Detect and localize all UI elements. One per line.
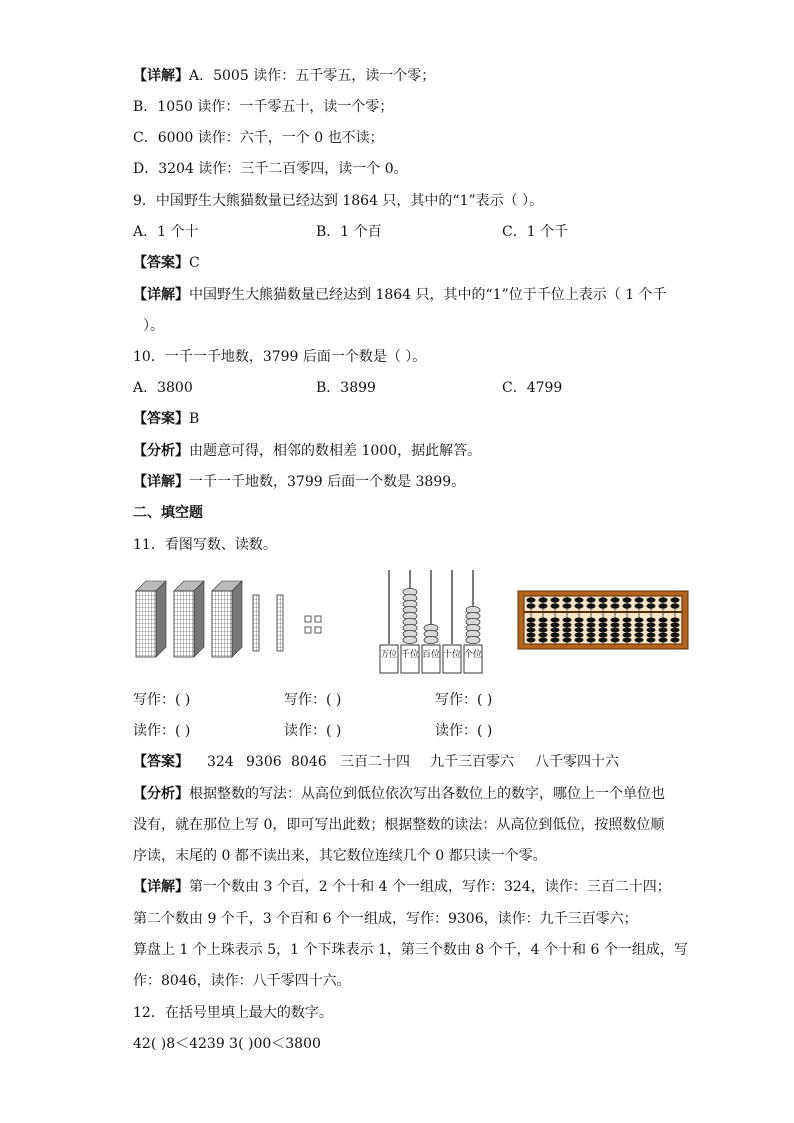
- abacus-bead: [659, 618, 668, 623]
- abacus-bead: [647, 618, 656, 623]
- abacus-bead: [611, 633, 620, 638]
- q11-explain-4: 作：8046，读作：八千零四十六。: [133, 973, 351, 989]
- abacus-bead: [647, 633, 656, 638]
- abacus-bead: [527, 633, 536, 638]
- abacus-bead: [659, 623, 668, 628]
- answer-tag: 【答案】: [133, 255, 189, 271]
- explain-tag: 【详解】: [133, 474, 189, 490]
- abacus-bead: [671, 623, 680, 628]
- abacus-bead: [671, 618, 680, 623]
- q9-option-a: A．1 个十: [133, 224, 199, 240]
- abacus-bead: [527, 628, 536, 633]
- abacus-label-qian: 千位: [400, 650, 420, 660]
- q11-stem: 11．看图写数、读数。: [133, 537, 277, 553]
- q12-stem: 12．在括号里填上最大的数字。: [133, 1005, 333, 1021]
- abacus-label-wan: 万位: [381, 650, 400, 660]
- q10-explain-text: 一千一千地数，3799 后面一个数是 3899。: [189, 474, 466, 490]
- hundred-flat-icon: [212, 581, 242, 657]
- abacus-bead: [635, 597, 644, 602]
- q11-explain: [133, 877, 671, 897]
- abacus-bead: [551, 638, 560, 643]
- q11-answer-1: 324: [207, 754, 234, 770]
- answer-tag: 【答案】: [133, 754, 189, 770]
- abacus-bead: [563, 628, 572, 633]
- q10-option-b: B．3899: [316, 380, 376, 396]
- abacus-bead: [611, 618, 620, 623]
- abacus-bead: [671, 597, 680, 602]
- q9-explain-text-1: 中国野生大熊猫数量已经达到 1864 只，其中的“1”位于千位上表示（ 1 个千: [189, 287, 667, 303]
- abacus-bead: [563, 623, 572, 628]
- abacus-bead: [647, 603, 656, 608]
- abacus-bead: [623, 618, 632, 623]
- abacus-bead: [575, 618, 584, 623]
- abacus-bead: [659, 628, 668, 633]
- abacus-bead: [599, 597, 608, 602]
- q11-answer-3: 8046: [291, 754, 327, 770]
- read-label-2: 读作：( ): [284, 723, 342, 739]
- abacus-bead: [575, 638, 584, 643]
- q11-explain-1: 第一个数由 3 个百，2 个十和 4 个一组成，写作：324，读作：三百二十四；: [189, 879, 671, 895]
- q8-explain-a: [133, 66, 435, 86]
- q9-option-c: C．1 个千: [502, 224, 569, 240]
- abacus-bead: [623, 638, 632, 643]
- abacus-bead: [551, 597, 560, 602]
- q9-answer-value: C: [189, 255, 200, 271]
- q9-answer: [133, 253, 200, 273]
- abacus-bead: [671, 633, 680, 638]
- q11-analysis-3: 序读，末尾的 0 都不读出来，其它数位连续几个 0 都只读一个零。: [133, 848, 547, 864]
- q8-explain-b: B．1050 读作：一千零五十，读一个零；: [133, 99, 394, 115]
- q8-explain-d: D．3204 读作：三千二百零四，读一个 0。: [133, 161, 408, 177]
- q9-stem: 9．中国野生大熊猫数量已经达到 1864 只，其中的“1”表示（ ）。: [133, 193, 544, 209]
- abacus-bead: [599, 638, 608, 643]
- abacus-bead: [635, 628, 644, 633]
- hundred-flat-icon: [174, 581, 204, 657]
- explain-tag: 【详解】: [133, 68, 189, 84]
- abacus-bead: [527, 638, 536, 643]
- abacus-bead: [659, 633, 668, 638]
- q10-analysis: [133, 441, 481, 461]
- abacus-bead: [647, 597, 656, 602]
- abacus-bead: [635, 633, 644, 638]
- abacus-bead: [623, 603, 632, 608]
- abacus-bead: [611, 623, 620, 628]
- q9-explain-text-2: ）。: [143, 318, 164, 334]
- abacus-bead: [539, 623, 548, 628]
- q11-answer-6: 八千零四十六: [535, 754, 619, 770]
- abacus-label-bai: 百位: [421, 650, 441, 660]
- unit-cube-icon: [305, 616, 321, 633]
- abacus-bead: [611, 628, 620, 633]
- abacus-bead: [635, 603, 644, 608]
- q11-answer-2: 9306: [246, 754, 282, 770]
- q10-answer-value: B: [189, 411, 200, 427]
- abacus-bead: [563, 597, 572, 602]
- q10-answer: [133, 409, 199, 429]
- abacus-bead: [611, 597, 620, 602]
- abacus-bead: [563, 603, 572, 608]
- abacus-bead: [587, 638, 596, 643]
- section-title: 二、填空题: [133, 505, 203, 521]
- abacus-bead: [575, 623, 584, 628]
- abacus-bead: [611, 603, 620, 608]
- q10-explain: [133, 472, 465, 492]
- answer-tag: 【答案】: [133, 411, 189, 427]
- analysis-tag: 【分析】: [133, 443, 189, 459]
- abacus-bead: [551, 603, 560, 608]
- abacus-bead: [599, 628, 608, 633]
- abacus-bead: [587, 597, 596, 602]
- q11-answer-5: 九千三百零六: [430, 754, 514, 770]
- q11-analysis-1: 根据整数的写法：从高位到低位依次写出各数位上的数字，哪位上一个单位也: [189, 786, 665, 802]
- abacus-bead: [551, 628, 560, 633]
- abacus-bead: [539, 633, 548, 638]
- abacus-bead: [587, 603, 596, 608]
- hundred-flat-icon: [136, 581, 166, 657]
- abacus-bead: [539, 603, 548, 608]
- abacus-bead: [647, 638, 656, 643]
- abacus-label-shi: 十位: [442, 650, 462, 660]
- abacus-bead: [599, 618, 608, 623]
- abacus-bead: [575, 633, 584, 638]
- q12-line: 42( )8＜4239 3( )00＜3800: [133, 1036, 321, 1052]
- abacus-bead: [671, 638, 680, 643]
- write-label-3: 写作：( ): [435, 692, 493, 708]
- abacus-bead: [539, 628, 548, 633]
- write-label-2: 写作：( ): [284, 692, 342, 708]
- q11-explain-2: 第二个数由 9 个千，3 个百和 6 个一组成，写作：9306，读作：九千三百零六；: [133, 911, 638, 927]
- counting-frame-figure: [375, 568, 485, 674]
- abacus-bead: [551, 633, 560, 638]
- q11-explain-3: 算盘上 1 个上珠表示 5，1 个下珠表示 1，第三个数由 8 个千，4 个十和 6 个一组成，写: [133, 942, 688, 958]
- read-label-3: 读作：( ): [435, 723, 493, 739]
- abacus-bead: [551, 623, 560, 628]
- q11-analysis: [133, 784, 665, 804]
- abacus-bead: [527, 618, 536, 623]
- abacus-bead: [563, 638, 572, 643]
- analysis-tag: 【分析】: [133, 786, 189, 802]
- abacus-bead: [635, 618, 644, 623]
- abacus-bead: [671, 603, 680, 608]
- abacus-bead: [659, 638, 668, 643]
- q8-explain-c: C．6000 读作：六千，一个 0 也不读；: [133, 130, 384, 146]
- base-ten-blocks-figure: [133, 575, 333, 660]
- abacus-bead: [539, 618, 548, 623]
- abacus-bead: [587, 628, 596, 633]
- suanpan-figure: [517, 590, 689, 650]
- abacus-bead: [551, 618, 560, 623]
- q10-stem: 10．一千一千地数，3799 后面一个数是（ ）。: [133, 349, 427, 365]
- abacus-bead: [527, 603, 536, 608]
- abacus-bead: [575, 628, 584, 633]
- abacus-bead: [635, 623, 644, 628]
- abacus-bead: [647, 623, 656, 628]
- abacus-bead: [599, 603, 608, 608]
- explain-tag: 【详解】: [133, 879, 189, 895]
- abacus-bead: [623, 597, 632, 602]
- abacus-bead: [623, 623, 632, 628]
- q9-explain: [133, 285, 667, 305]
- read-label-1: 读作：( ): [133, 723, 191, 739]
- abacus-bead: [539, 597, 548, 602]
- abacus-bead: [527, 597, 536, 602]
- abacus-bead: [587, 633, 596, 638]
- abacus-bead: [575, 597, 584, 602]
- q9-option-b: B．1 个百: [316, 224, 382, 240]
- abacus-bead: [623, 633, 632, 638]
- ten-rod-icon: [277, 595, 283, 651]
- abacus-bead: [599, 633, 608, 638]
- abacus-bead: [659, 603, 668, 608]
- abacus-bead: [611, 638, 620, 643]
- abacus-bead: [599, 623, 608, 628]
- abacus-bead: [647, 628, 656, 633]
- abacus-bead: [659, 597, 668, 602]
- q11-answer-4: 三百二十四: [340, 754, 410, 770]
- abacus-bead: [587, 618, 596, 623]
- abacus-bead: [575, 603, 584, 608]
- abacus-bead: [671, 628, 680, 633]
- q10-option-a: A．3800: [133, 380, 193, 396]
- abacus-bead: [623, 628, 632, 633]
- abacus-label-ge: 个位: [463, 650, 483, 660]
- abacus-bead: [635, 638, 644, 643]
- abacus-bead: [563, 618, 572, 623]
- q10-analysis-text: 由题意可得，相邻的数相差 1000，据此解答。: [189, 443, 482, 459]
- abacus-bead: [539, 638, 548, 643]
- q11-analysis-2: 没有，就在那位上写 0，即可写出此数；根据整数的读法：从高位到低位，按照数位顺: [133, 817, 665, 833]
- q10-option-c: C．4799: [502, 380, 563, 396]
- abacus-bead: [527, 623, 536, 628]
- abacus-bead: [587, 623, 596, 628]
- write-label-1: 写作：( ): [133, 692, 191, 708]
- abacus-bead: [563, 633, 572, 638]
- q8-explain-a-text: A．5005 读作：五千零五，读一个零；: [189, 68, 436, 84]
- ten-rod-icon: [253, 595, 259, 651]
- explain-tag: 【详解】: [133, 287, 189, 303]
